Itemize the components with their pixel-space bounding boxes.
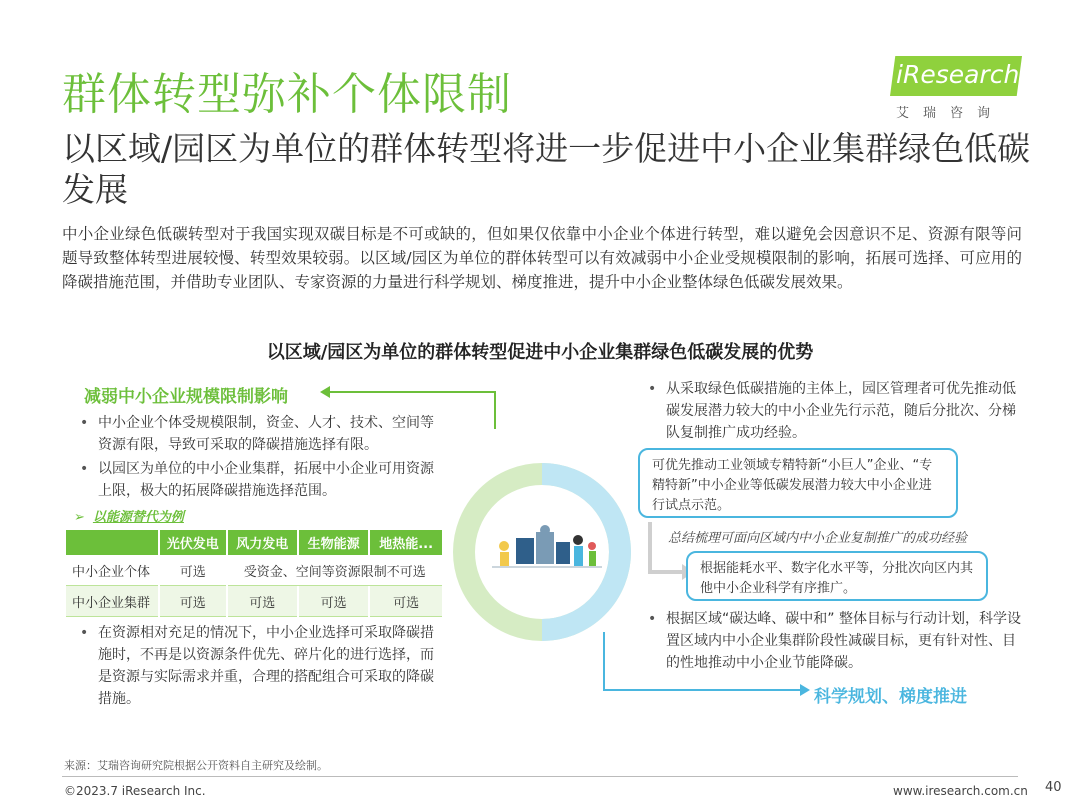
- left-bottom-bullet: • 在资源相对充足的情况下，中小企业选择可采取降碳措施时，不再是以资源条件优先、碎片化的进行选择，而是资源与实际需求并重，合理的搭配组合可采取的降碳措施。: [74, 622, 444, 710]
- right-connector-horizontal: [603, 689, 801, 691]
- footer-divider: [62, 776, 1018, 777]
- triangle-right-icon: ➢: [74, 510, 85, 525]
- page-title: 群体转型弥补个体限制: [62, 69, 512, 120]
- table-cell: 可选: [228, 586, 297, 617]
- gray-connector-horizontal: [648, 570, 682, 574]
- center-ring-graphic: [452, 462, 632, 642]
- right-bullet-list-bottom: [642, 608, 1022, 674]
- table-cell-merged: 受资金、空间等资源限制不可选: [228, 555, 443, 586]
- table-row: [66, 586, 442, 617]
- table-cell: 可选: [160, 586, 226, 617]
- gray-connector-vertical: [648, 522, 652, 572]
- left-bullet-list: [74, 412, 444, 502]
- left-arrow-icon: [320, 386, 330, 398]
- right-bullet-1: • 从采取绿色低碳措施的主体上，园区管理者可优先推动低碳发展潜力较大的中小企业先行示范，随后分批次、分梯队复制推广成功经验。: [642, 378, 1022, 444]
- pilot-box: 可优先推动工业领域专精特新“小巨人”企业、“专精特新”中小企业等低碳发展潜力较大中小企业进行试点示范。: [638, 448, 958, 518]
- table-header-bio: 生物能源: [299, 530, 368, 555]
- left-heading: 减弱中小企业规模限制影响: [84, 387, 288, 407]
- table-header-wind: 风力发电: [228, 530, 297, 555]
- left-connector-vertical: [494, 391, 496, 429]
- footer-url: www.iresearch.com.cn: [893, 784, 1028, 798]
- table-header-geo: 地热能...: [370, 530, 442, 555]
- logo-cn: 艾瑞咨询: [896, 106, 1005, 121]
- page-number: 40: [1045, 780, 1062, 795]
- example-label-text: 以能源替代为例: [92, 510, 184, 525]
- right-heading: 科学规划、梯度推进: [814, 687, 967, 707]
- right-bullet-2: • 根据区域“碳达峰、碳中和” 整体目标与行动计划，科学设置区域内中小企业集群阶段性减碳目标，更有针对性、目的性地推动中小企业节能降碳。: [642, 608, 1022, 674]
- table-header-row: [66, 530, 442, 555]
- diagram-title: 以区域/园区为单位的群体转型促进中小企业集群绿色低碳发展的优势: [266, 342, 814, 363]
- table-header-blank: [66, 530, 158, 555]
- intro-paragraph: 中小企业绿色低碳转型对于我国实现双碳目标是不可或缺的，但如果仅依靠中小企业个体进行转型，难以避免会因意识不足、资源有限等问题导致整体转型进展较慢、转型效果较弱。以区域/园区为单位的群体转型可以有效减弱中小企业受规模限制的影响，拓展可选择、可应用的降碳措施范围，并借助专业团队、专家资源的力量进行科学规划、梯度推进，提升中小企业整体绿色低碳发展效果。: [62, 225, 1022, 291]
- table-cell: 可选: [160, 555, 226, 586]
- table-row-label: 中小企业集群: [66, 586, 158, 617]
- page-subtitle: 以区域/园区为单位的群体转型将进一步促进中小企业集群绿色低碳发展: [62, 129, 1031, 209]
- iresearch-logo: [890, 56, 1025, 126]
- logo-brand: iResearch: [896, 60, 1020, 89]
- left-connector-horizontal: [330, 391, 495, 393]
- right-bullet-list-top: [642, 378, 1022, 444]
- source-note: 来源：艾瑞咨询研究院根据公开资料自主研究及绘制。: [64, 759, 328, 772]
- left-bottom-bullet-list: [74, 622, 444, 710]
- table-cell: 可选: [370, 586, 442, 617]
- rollout-box: 根据能耗水平、数字化水平等，分批次向区内其他中小企业科学有序推广。: [686, 551, 988, 601]
- energy-table: [64, 530, 444, 617]
- table-header-solar: 光伏发电: [160, 530, 226, 555]
- table-cell: 可选: [299, 586, 368, 617]
- left-bullet-1: • 中小企业个体受规模限制，资金、人才、技术、空间等资源有限，导致可采取的降碳措施选择有限。: [74, 412, 444, 456]
- example-label: [74, 506, 184, 525]
- table-row-label: 中小企业个体: [66, 555, 158, 586]
- summary-note: 总结梳理可面向区域内中小企业复制推广的成功经验: [668, 531, 968, 546]
- table-row: [66, 555, 442, 586]
- right-arrow-icon: [800, 684, 810, 696]
- footer-copyright: ©2023.7 iResearch Inc.: [64, 784, 206, 798]
- right-connector-vertical: [603, 632, 605, 690]
- left-bullet-2: • 以园区为单位的中小企业集群，拓展中小企业可用资源上限，极大的拓展降碳措施选择范围。: [74, 458, 444, 502]
